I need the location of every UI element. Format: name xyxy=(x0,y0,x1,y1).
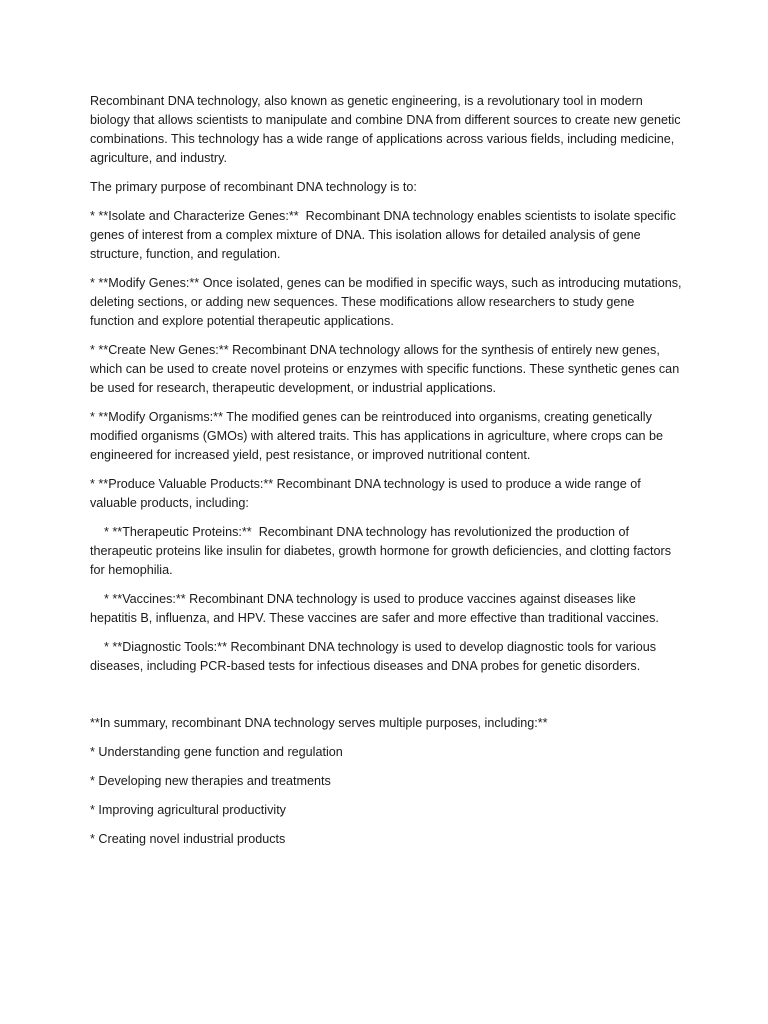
sub-bullet-vaccines: * **Vaccines:** Recombinant DNA technology is used to produce vaccines against diseases like hepatitis B, influenza, and HPV. These vaccines are safer and more effective than traditional vaccines. xyxy=(90,592,659,625)
intro-paragraph: Recombinant DNA technology, also known as genetic engineering, is a revolutionary tool in modern biology that allows scientists to manipulate and combine DNA from different sources to create new genetic combinations. This technology has a wide range of applications across various fields, including medicine, agriculture, and industry. xyxy=(90,94,685,165)
document-body xyxy=(90,92,686,859)
bullet-produce-products: * **Produce Valuable Products:** Recombinant DNA technology is used to produce a wide range of valuable products, including: xyxy=(90,477,645,510)
bullet-modify-genes: * **Modify Genes:** Once isolated, genes can be modified in specific ways, such as introducing mutations, deleting sections, or adding new sequences. These modifications allow researchers to study gene function and explore potential therapeutic applications. xyxy=(90,276,686,328)
summary-item: * Creating novel industrial products xyxy=(90,832,286,846)
summary-item: * Understanding gene function and regulation xyxy=(90,745,343,759)
sub-bullet-diagnostic-tools: * **Diagnostic Tools:** Recombinant DNA technology is used to develop diagnostic tools for various diseases, including PCR-based tests for infectious diseases and DNA probes for genetic disorders. xyxy=(90,640,660,673)
summary-item: * Developing new therapies and treatments xyxy=(90,774,331,788)
sub-bullet-therapeutic-proteins: * **Therapeutic Proteins:** Recombinant DNA technology has revolutionized the production of therapeutic proteins like insulin for diabetes, growth hormone for growth deficiencies, and clotting factors for hemophilia. xyxy=(90,525,675,577)
bullet-create-new-genes: * **Create New Genes:** Recombinant DNA technology allows for the synthesis of entirely new genes, which can be used to create novel proteins or enzymes with specific functions. These synthetic genes can be used for research, therapeutic development, or industrial applications. xyxy=(90,343,683,395)
purpose-intro-paragraph: The primary purpose of recombinant DNA technology is to: xyxy=(90,180,417,194)
bullet-isolate-genes: * **Isolate and Characterize Genes:** Recombinant DNA technology enables scientists to isolate specific genes of interest from a complex mixture of DNA. This isolation allows for detailed analysis of gene structure, function, and regulation. xyxy=(90,209,680,261)
summary-item: * Improving agricultural productivity xyxy=(90,803,286,817)
summary-heading: **In summary, recombinant DNA technology serves multiple purposes, including:** xyxy=(90,716,548,730)
bullet-modify-organisms: * **Modify Organisms:** The modified genes can be reintroduced into organisms, creating genetically modified organisms (GMOs) with altered traits. This has applications in agriculture, where crops can be engineered for increased yield, pest resistance, or improved nutritional content. xyxy=(90,410,667,462)
